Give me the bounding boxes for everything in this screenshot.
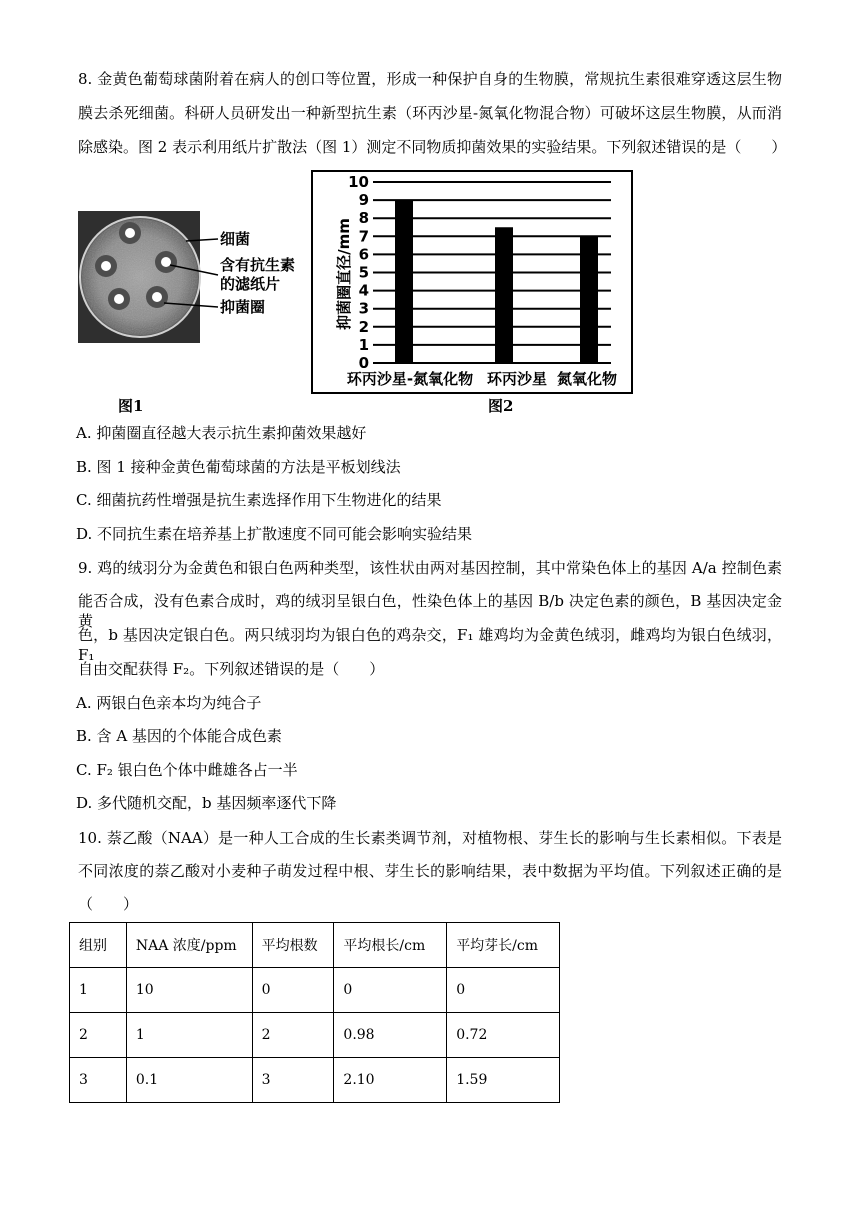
figure2-bar-chart — [311, 170, 633, 394]
y-tick-label: 3 — [358, 299, 369, 318]
q9-option-c: C. F₂ 银白色个体中雌雄各占一半 — [76, 761, 298, 779]
figure1-caption: 图1 — [118, 397, 144, 415]
filter-paper-disc — [101, 261, 111, 271]
y-tick-label: 10 — [348, 173, 369, 191]
q9-option-b: B. 含 A 基因的个体能合成色素 — [76, 727, 282, 745]
filter-paper-disc — [114, 294, 124, 304]
y-tick-label: 6 — [358, 245, 369, 264]
filter-paper-disc — [125, 228, 135, 238]
table-cell: 1 — [126, 1013, 252, 1058]
q8-line-2: 膜去杀死细菌。科研人员研发出一种新型抗生素（环丙沙星-氮氧化物混合物）可破坏这层生物膜，从而消 — [78, 104, 782, 122]
label-filter-paper-1: 含有抗生素 — [220, 256, 296, 274]
figure2-caption: 图2 — [488, 397, 514, 415]
table-cell: 1 — [70, 968, 127, 1013]
table-header-row — [70, 923, 560, 968]
table-cell: 3 — [70, 1058, 127, 1103]
y-tick-label: 9 — [358, 191, 369, 210]
q10-line-2: 不同浓度的萘乙酸对小麦种子萌发过程中根、芽生长的影响结果，表中数据为平均值。下列叙述正确的是 — [78, 862, 782, 880]
table-row — [70, 1013, 560, 1058]
y-axis-label: 抑菌圈直径/mm — [335, 218, 353, 330]
table-cell: 0.72 — [447, 1013, 560, 1058]
table-cell: 0 — [334, 968, 447, 1013]
q8-option-d: D. 不同抗生素在培养基上扩散速度不同可能会影响实验结果 — [76, 525, 473, 543]
label-inhibition-zone: 抑菌圈 — [220, 298, 266, 316]
figure1-petri-dish — [78, 205, 303, 350]
table-cell: 10 — [126, 968, 252, 1013]
q8-option-c: C. 细菌抗药性增强是抗生素选择作用下生物进化的结果 — [76, 491, 442, 509]
q8-line-3: 除感染。图 2 表示利用纸片扩散法（图 1）测定不同物质抑菌效果的实验结果。下列叙述错误的是（ ） — [78, 138, 787, 156]
label-filter-paper-2: 的滤纸片 — [220, 275, 281, 293]
y-tick-label: 5 — [358, 263, 369, 282]
table-cell: 3 — [252, 1058, 334, 1103]
table-cell: 2 — [252, 1013, 334, 1058]
x-category-label: 环丙沙星 — [486, 370, 548, 388]
table-header-cell: 平均根长/cm — [334, 923, 447, 968]
table-row — [70, 1058, 560, 1103]
q9-line-3: 色，b 基因决定银白色。两只绒羽均为银白色的鸡杂交，F₁ 雄鸡均为金黄色绒羽，雌鸡均为银白色绒羽，F₁ — [78, 626, 782, 664]
table-cell: 2 — [70, 1013, 127, 1058]
q10-line-3: （ ） — [78, 895, 139, 913]
filter-paper-disc — [152, 292, 162, 302]
table-cell: 0 — [447, 968, 560, 1013]
x-category-label: 氮氧化物 — [556, 370, 618, 388]
q9-option-a: A. 两银白色亲本均为纯合子 — [76, 694, 262, 712]
y-tick-label: 0 — [358, 354, 369, 372]
table-row — [70, 968, 560, 1013]
q10-line-1: 10. 萘乙酸（NAA）是一种人工合成的生长素类调节剂，对植物根、芽生长的影响与生长素相似。下表是 — [78, 829, 782, 847]
table-cell: 2.10 — [334, 1058, 447, 1103]
bar-3 — [580, 236, 598, 363]
y-tick-label: 8 — [358, 209, 369, 228]
q9-line-2: 能否合成，没有色素合成时，鸡的绒羽呈银白色，性染色体上的基因 B/b 决定色素的颜色，B 基因决定金黄 — [78, 592, 782, 630]
q8-option-b: B. 图 1 接种金黄色葡萄球菌的方法是平板划线法 — [76, 458, 401, 476]
q8-line-1: 8. 金黄色葡萄球菌附着在病人的创口等位置，形成一种保护自身的生物膜，常规抗生素很难穿透这层生物 — [78, 70, 782, 88]
label-bacteria: 细菌 — [220, 230, 251, 248]
table-cell: 0 — [252, 968, 334, 1013]
table-header-cell: 组别 — [70, 923, 127, 968]
filter-paper-disc — [161, 257, 171, 267]
y-tick-label: 2 — [358, 317, 369, 336]
bar-1 — [395, 200, 413, 363]
table-cell: 1.59 — [447, 1058, 560, 1103]
table-header-cell: NAA 浓度/ppm — [126, 923, 252, 968]
table-header-cell: 平均根数 — [252, 923, 334, 968]
q9-line-1: 9. 鸡的绒羽分为金黄色和银白色两种类型，该性状由两对基因控制，其中常染色体上的基因 A/a 控制色素 — [78, 559, 782, 577]
q8-option-a: A. 抑菌圈直径越大表示抗生素抑菌效果越好 — [76, 424, 367, 442]
q9-line-4: 自由交配获得 F₂。下列叙述错误的是（ ） — [78, 660, 385, 678]
table-cell: 0.1 — [126, 1058, 252, 1103]
y-tick-label: 7 — [358, 227, 369, 246]
bar-2 — [495, 227, 513, 363]
table-cell: 0.98 — [334, 1013, 447, 1058]
naa-results-table — [69, 922, 560, 1103]
q9-option-d: D. 多代随机交配，b 基因频率逐代下降 — [76, 794, 337, 812]
x-category-label: 环丙沙星-氮氧化物 — [346, 370, 474, 388]
y-tick-label: 1 — [358, 335, 369, 354]
table-header-cell: 平均芽长/cm — [447, 923, 560, 968]
y-tick-label: 4 — [358, 281, 369, 300]
